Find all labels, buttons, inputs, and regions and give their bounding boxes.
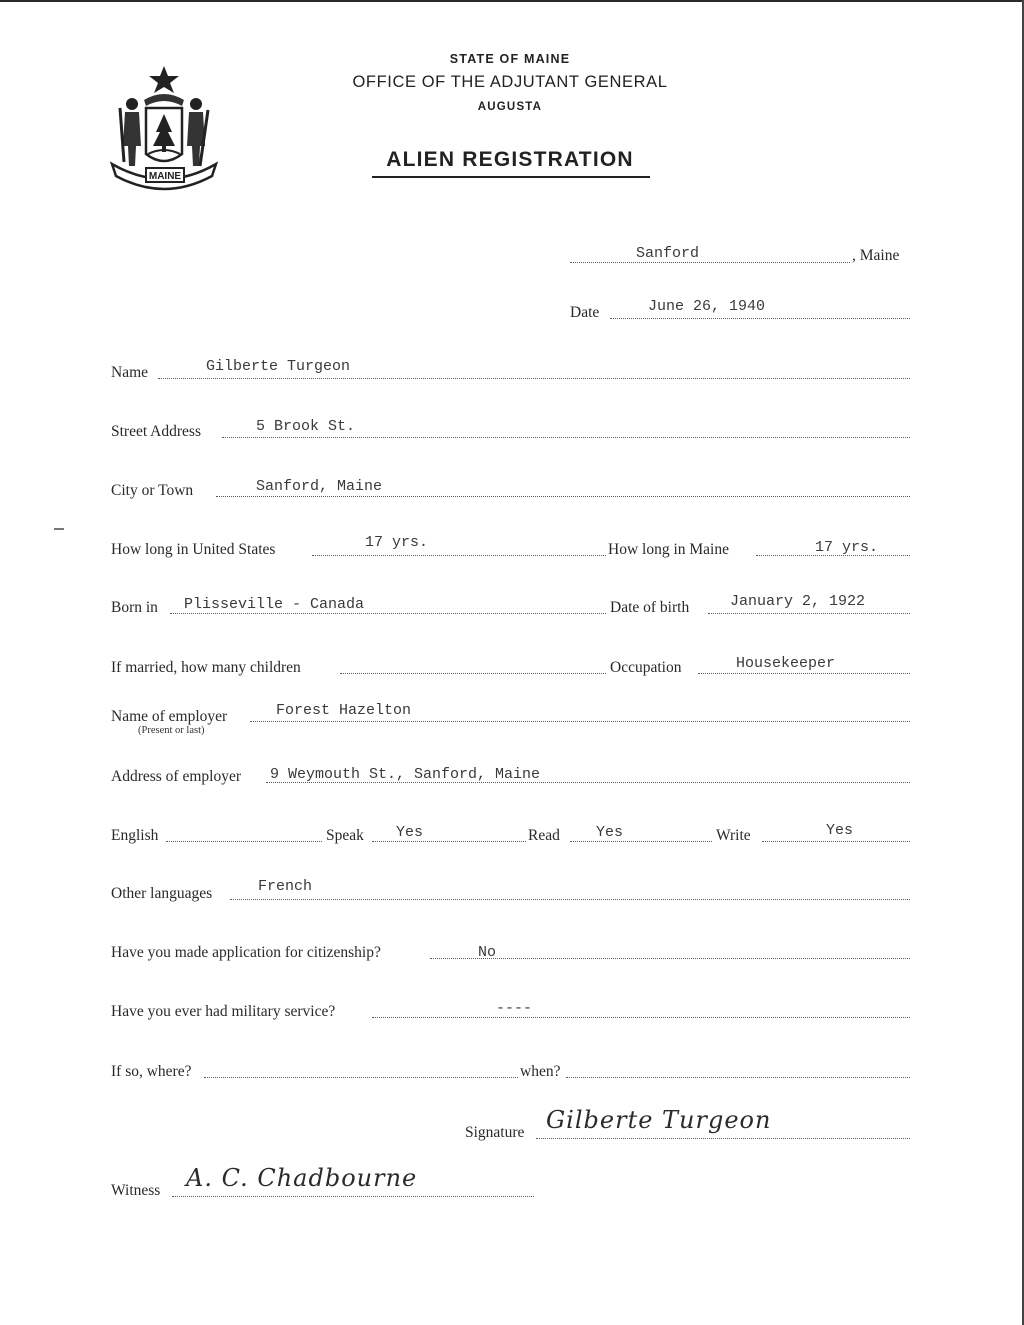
occupation-value: Housekeeper <box>736 655 836 672</box>
military-value: ---- <box>496 1000 533 1017</box>
born-in-value: Plisseville - Canada <box>184 596 365 613</box>
date-value: June 26, 1940 <box>648 298 766 315</box>
employer-address-value: 9 Weymouth St., Sanford, Maine <box>270 766 541 783</box>
how-long-maine-label: How long in Maine <box>608 541 729 558</box>
town-value: Sanford <box>636 245 700 262</box>
city-or-town-value: Sanford, Maine <box>256 478 383 495</box>
citizenship-value: No <box>478 944 497 961</box>
date-of-birth-value: January 2, 1922 <box>730 593 866 610</box>
street-address-value: 5 Brook St. <box>256 418 356 435</box>
citizenship-line <box>430 958 910 959</box>
seal-banner-text: MAINE <box>148 171 182 182</box>
top-border <box>0 0 1024 2</box>
employer-name-sublabel: (Present or last) <box>138 725 205 736</box>
speak-label: Speak <box>326 827 364 844</box>
military-label: Have you ever had military service? <box>111 1003 336 1020</box>
children-label: If married, how many children <box>111 659 301 676</box>
date-label: Date <box>570 304 600 321</box>
when-label: when? <box>520 1063 561 1080</box>
city-heading: AUGUSTA <box>477 101 543 113</box>
town-line <box>570 262 850 263</box>
date-of-birth-line <box>708 613 910 614</box>
city-or-town-line <box>216 496 910 497</box>
employer-name-label: Name of employer <box>111 708 228 725</box>
read-line <box>570 841 712 842</box>
children-line <box>340 673 606 674</box>
other-languages-line <box>230 899 910 900</box>
scan-speck <box>54 528 64 530</box>
when-line <box>566 1077 910 1078</box>
street-address-label: Street Address <box>111 423 201 440</box>
how-long-us-value: 17 yrs. <box>365 534 429 551</box>
speak-value: Yes <box>396 824 424 841</box>
born-in-label: Born in <box>111 599 158 616</box>
english-label: English <box>111 827 159 844</box>
witness-line <box>172 1196 534 1197</box>
city-or-town-label: City or Town <box>111 482 194 499</box>
write-value: Yes <box>826 822 854 839</box>
name-value: Gilberte Turgeon <box>206 358 351 375</box>
how-long-maine-value: 17 yrs. <box>815 539 879 556</box>
employer-name-value: Forest Hazelton <box>276 702 412 719</box>
date-of-birth-label: Date of birth <box>610 599 690 616</box>
town-suffix: , Maine <box>852 247 900 264</box>
military-line <box>372 1017 910 1018</box>
how-long-us-line <box>312 555 606 556</box>
read-label: Read <box>528 827 560 844</box>
date-line <box>610 318 910 319</box>
citizenship-label: Have you made application for citizenship? <box>111 944 381 961</box>
signature-line <box>536 1138 910 1139</box>
employer-address-label: Address of employer <box>111 768 241 785</box>
witness-label: Witness <box>111 1182 161 1199</box>
occupation-line <box>698 673 910 674</box>
if-so-where-line <box>204 1077 518 1078</box>
form-title: ALIEN REGISTRATION <box>386 148 634 171</box>
if-so-where-label: If so, where? <box>111 1063 192 1080</box>
name-label: Name <box>111 364 149 381</box>
office-heading: OFFICE OF THE ADJUTANT GENERAL <box>352 73 668 91</box>
english-line <box>166 841 322 842</box>
speak-line <box>372 841 526 842</box>
witness-value: A. C. Chadbourne <box>186 1164 418 1192</box>
signature-label: Signature <box>465 1124 525 1141</box>
occupation-label: Occupation <box>610 659 682 676</box>
born-in-line <box>170 613 606 614</box>
write-label: Write <box>716 827 751 844</box>
how-long-us-label: How long in United States <box>111 541 276 558</box>
street-address-line <box>222 437 910 438</box>
signature-value: Gilberte Turgeon <box>546 1106 772 1134</box>
title-underline <box>372 176 650 178</box>
other-languages-label: Other languages <box>111 885 213 902</box>
other-languages-value: French <box>258 878 313 895</box>
state-heading: STATE OF MAINE <box>449 52 571 66</box>
maine-state-seal-icon <box>108 62 220 192</box>
employer-name-line <box>250 721 910 722</box>
read-value: Yes <box>596 824 624 841</box>
name-line <box>158 378 910 379</box>
write-line <box>762 841 910 842</box>
